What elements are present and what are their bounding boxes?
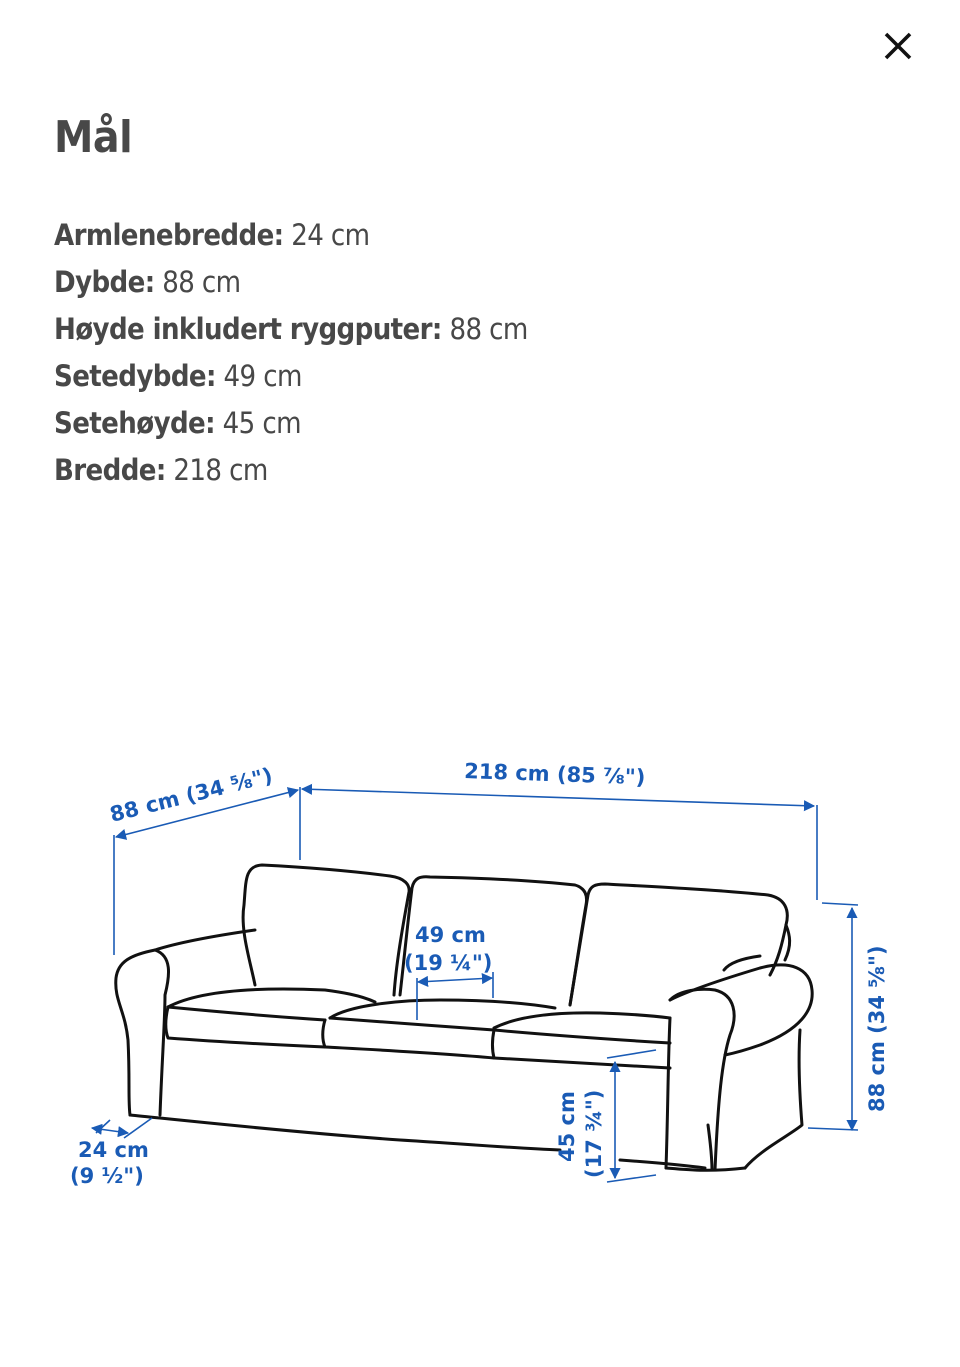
dimension-value: 218 cm bbox=[165, 453, 268, 487]
dimension-label: Dybde: bbox=[54, 265, 155, 299]
dimension-height-incl-back-cushions bbox=[54, 306, 528, 353]
dimension-armrest-width bbox=[54, 212, 528, 259]
dimension-label: Høyde inkludert ryggputer: bbox=[54, 312, 442, 346]
dimension-value: 88 cm bbox=[154, 265, 241, 299]
dimension-seat-depth bbox=[54, 353, 528, 400]
sofa-dimension-diagram bbox=[60, 740, 920, 1300]
armrest-cm-label: 24 cm bbox=[78, 1138, 149, 1162]
seat-depth-in-label: (19 ¼") bbox=[404, 951, 493, 975]
seat-height-in-label: (17 ¾") bbox=[582, 1089, 606, 1178]
dimension-seat-height bbox=[54, 400, 528, 447]
seat-height-cm-label: 45 cm bbox=[555, 1091, 579, 1162]
armrest-in-label: (9 ½") bbox=[70, 1164, 144, 1188]
dimension-label: Bredde: bbox=[54, 453, 166, 487]
dimension-label: Setehøyde: bbox=[54, 406, 215, 440]
dimension-label: Armlenebredde: bbox=[54, 218, 284, 252]
seat-depth-cm-label: 49 cm bbox=[415, 923, 486, 947]
dimension-depth bbox=[54, 259, 528, 306]
sofa-outline bbox=[116, 865, 812, 1170]
height-dimension-label: 88 cm (34 ⅝") bbox=[865, 945, 889, 1112]
page-title: Mål bbox=[54, 112, 133, 163]
dimensions-list bbox=[54, 212, 528, 494]
sofa-illustration bbox=[60, 740, 920, 1300]
close-icon bbox=[883, 31, 913, 61]
width-dimension-label: 218 cm (85 ⅞") bbox=[463, 759, 646, 790]
dimension-value: 24 cm bbox=[283, 218, 370, 252]
dimension-label: Setedybde: bbox=[54, 359, 216, 393]
dimension-value: 45 cm bbox=[215, 406, 301, 440]
dimension-value: 88 cm bbox=[441, 312, 528, 346]
dimension-value: 49 cm bbox=[215, 359, 302, 393]
close-button[interactable] bbox=[872, 20, 924, 72]
depth-dimension-label: 88 cm (34 ⅝") bbox=[107, 763, 275, 827]
dimension-width bbox=[54, 447, 528, 494]
